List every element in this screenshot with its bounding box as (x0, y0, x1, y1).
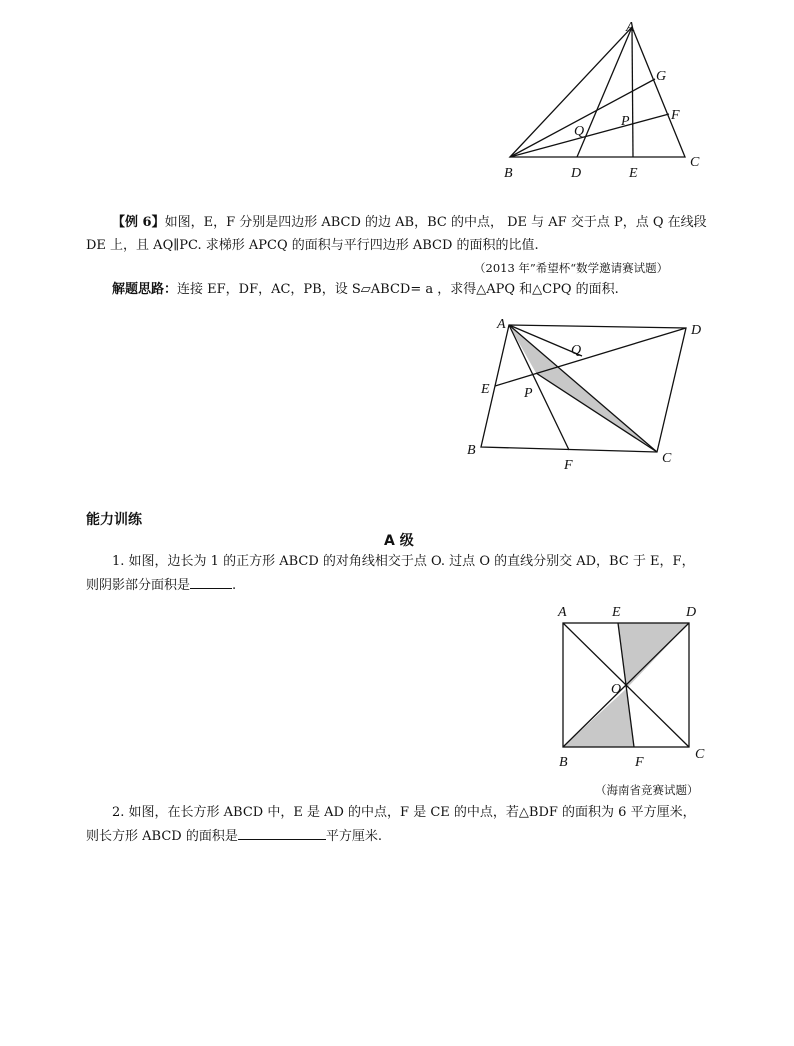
section-title: 能力训练 (86, 512, 142, 528)
example6-line2: DE 上，且 AQ∥PC. 求梯形 APCQ 的面积与平行四边形 ABCD 的面积的比值. (86, 238, 539, 253)
label-c: C (695, 747, 705, 762)
label-q: Q (574, 124, 585, 139)
label-a: A (558, 605, 567, 620)
triangle-figure (495, 18, 715, 188)
segment-pc (536, 373, 657, 452)
label-b: B (467, 443, 476, 458)
example6-line1-text: 如图，E，F 分别是四边形 ABCD 的边 AB，BC 的中点， DE 与 AF 交于点 P，点 Q 在线段 (164, 215, 707, 230)
segment-ae (632, 27, 633, 157)
label-q: Q (571, 343, 582, 358)
problem2-line1: 2. 如图，在长方形 ABCD 中，E 是 AD 的中点，F 是 CE 的中点，若△BDF 的面积为 6 平方厘米， (112, 805, 696, 820)
section-level: A 级 (384, 533, 414, 549)
label-f: F (564, 458, 573, 473)
segment-ad (577, 27, 632, 157)
example6-hint (112, 279, 619, 301)
problem2-line2 (86, 825, 382, 848)
triangle-abc (510, 27, 685, 157)
label-c: C (662, 451, 672, 466)
answer-blank-1[interactable] (190, 574, 232, 589)
square-figure (548, 600, 718, 770)
problem2-line2-end: 平方厘米. (325, 829, 382, 844)
shaded-triangle-bottom (563, 689, 634, 747)
label-a: A (626, 20, 635, 35)
hint-text: 连接 EF，DF，AC，PB，设 S▱ABCD= a ，求得△APQ 和△CPQ 的面积. (177, 282, 619, 297)
hint-label: 解题思路： (112, 282, 178, 297)
problem1-line2-text: 则阴影部分面积是 (86, 578, 191, 593)
segment-bf (510, 114, 669, 157)
label-e: E (629, 166, 638, 181)
label-d: D (571, 166, 582, 181)
problem2-line2-text: 则长方形 ABCD 的面积是 (86, 829, 238, 844)
problem1-line1: 1. 如图，边长为 1 的正方形 ABCD 的对角线相交于点 O. 过点 O 的直线分别交 AD，BC 于 E，F， (112, 554, 695, 569)
label-f: F (671, 108, 680, 123)
label-a: A (497, 317, 506, 332)
label-b: B (559, 755, 568, 770)
label-e: E (612, 605, 621, 620)
label-e: E (481, 382, 490, 397)
problem1-source: （海南省竞赛试题） (595, 783, 699, 797)
example6-source: （2013 年”希望杯“数学邀请赛试题） (474, 261, 669, 275)
label-g: G (656, 69, 667, 84)
label-o: O (611, 682, 622, 697)
label-c: C (690, 155, 700, 170)
label-p: P (524, 386, 533, 401)
parallelogram-figure (460, 312, 720, 482)
label-b: B (504, 166, 513, 181)
example6-line1 (112, 212, 707, 234)
answer-blank-2[interactable] (238, 825, 326, 840)
problem1-line2 (86, 574, 236, 597)
example6-tag: 【例 6】 (112, 215, 165, 230)
label-d: D (686, 605, 697, 620)
label-f: F (635, 755, 644, 770)
problem1-line2-end: . (232, 578, 237, 593)
label-p: P (621, 114, 630, 129)
label-d: D (691, 323, 702, 338)
